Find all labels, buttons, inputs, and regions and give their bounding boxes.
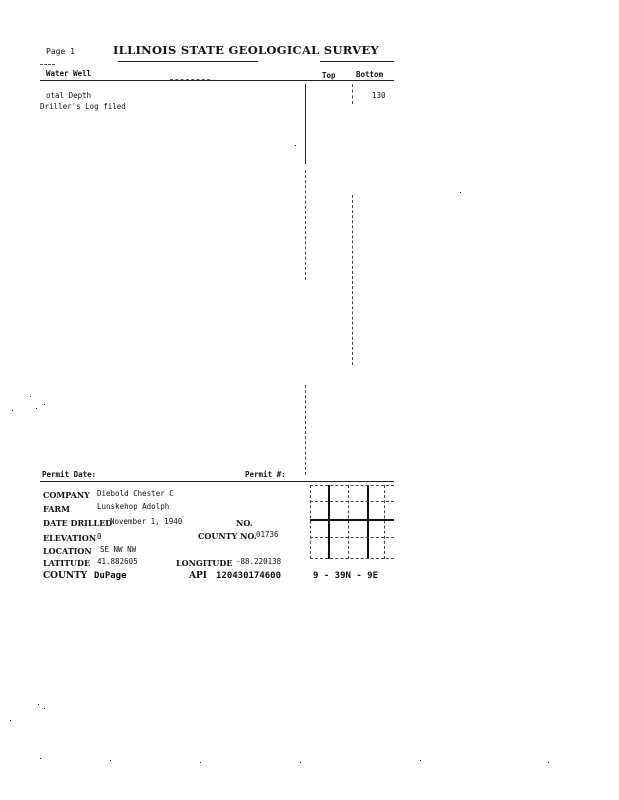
location-value: SE NW NW [100, 545, 137, 554]
latitude-value: 41.882605 [97, 557, 138, 566]
elevation-value: 0 [97, 532, 102, 541]
county-value: DuPage [94, 571, 127, 581]
title-underline [118, 61, 258, 62]
permit-rule [40, 481, 394, 482]
top-column-header: Top [322, 71, 336, 80]
section-location-grid [310, 485, 394, 559]
no-label: NO. [236, 518, 253, 528]
location-label: LOCATION [43, 546, 92, 556]
header-mark [40, 64, 55, 65]
log-entry-total-depth: otal Depth [46, 91, 92, 100]
company-label: COMPANY [43, 490, 90, 500]
scan-speck [30, 396, 31, 397]
scan-speck [12, 410, 13, 411]
latitude-label: LATITUDE [43, 558, 91, 568]
scan-speck [44, 404, 45, 405]
top-column-divider-dashed [305, 170, 306, 280]
grid-line [310, 519, 394, 521]
scan-speck [36, 408, 37, 409]
grid-line [328, 485, 330, 559]
grid-line [384, 485, 385, 559]
scan-speck [10, 720, 11, 721]
county-no-value: 01736 [256, 530, 279, 539]
top-column-divider [305, 84, 306, 164]
scan-speck [460, 192, 461, 193]
date-drilled-label: DATE DRILLED [43, 518, 113, 528]
permit-number-label: Permit #: [245, 470, 286, 479]
top-column-divider-lower [305, 385, 306, 475]
permit-date-label: Permit Date: [42, 470, 97, 479]
well-type-label: Water Well [46, 69, 92, 78]
grid-line [310, 558, 394, 559]
grid-line [310, 501, 394, 502]
scan-speck [548, 762, 549, 763]
longitude-label: LONGITUDE [176, 558, 233, 568]
scan-speck [110, 760, 111, 761]
header-rule-mark [170, 79, 210, 80]
grid-line [348, 485, 349, 559]
log-entry-total-depth-bottom: 130 [372, 91, 386, 100]
grid-line [310, 485, 394, 486]
county-no-label: COUNTY NO. [198, 531, 257, 541]
header-rule [40, 80, 394, 81]
bottom-column-divider-lower [352, 195, 353, 365]
bottom-column-header: Bottom [356, 70, 384, 79]
scan-speck [420, 760, 421, 761]
log-entry-drillers-log: Driller's Log filed [40, 102, 126, 111]
scan-speck [200, 762, 201, 763]
scan-speck [295, 145, 296, 146]
farm-label: FARM [43, 504, 70, 514]
page-number: Page 1 [46, 47, 75, 56]
api-label: API [189, 571, 207, 581]
scan-speck [38, 704, 39, 705]
longitude-value: -88.220138 [236, 557, 282, 566]
bottom-column-divider [352, 84, 353, 104]
farm-value: Lunskehop Adolph [97, 502, 170, 511]
elevation-label: ELEVATION [43, 533, 97, 543]
grid-line [310, 485, 311, 559]
api-value: 120430174600 [216, 571, 282, 581]
scan-speck [300, 762, 301, 763]
scan-speck [40, 758, 41, 759]
section-township-range: 9 - 39N - 9E [313, 571, 379, 581]
grid-line [367, 485, 369, 559]
scan-speck [44, 708, 45, 709]
grid-line [310, 537, 394, 538]
page-title: ILLINOIS STATE GEOLOGICAL SURVEY [113, 43, 380, 57]
county-label: COUNTY [43, 571, 88, 581]
company-value: Diebold Chester C [97, 489, 174, 498]
date-drilled-value: November 1, 1940 [110, 517, 183, 526]
title-underline-right [320, 61, 394, 62]
